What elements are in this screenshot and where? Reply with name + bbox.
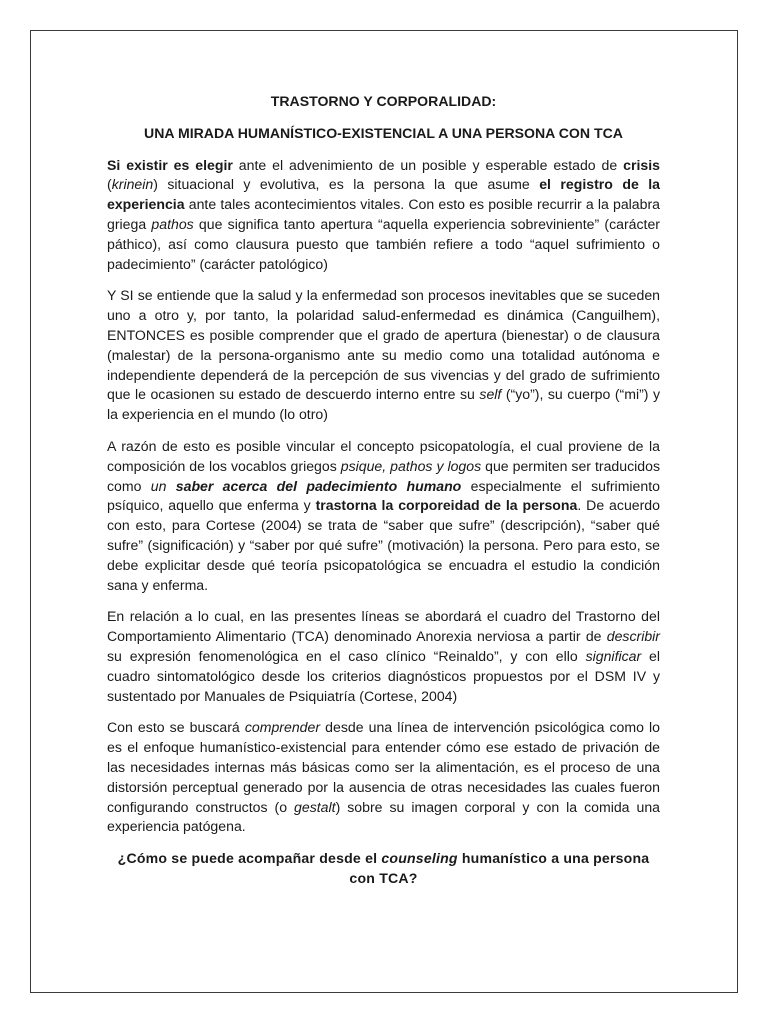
p4-text-2: su expresión fenomenológica en el caso clínico “Reinaldo”, y con ello <box>107 647 586 664</box>
question-text-2: humanístico a una persona con TCA? <box>349 850 650 886</box>
p3-text-1: A razón de esto es posible vincular el concepto psicopatología, el cual proviene de la composición de los vocablos griegos <box>107 437 660 474</box>
p1-italic-2: pathos <box>151 215 194 232</box>
p1-text-4: ante tales acontecimientos vitales. Con esto es posible recurrir a la palabra griega <box>107 196 660 232</box>
paragraph-5 <box>107 718 660 837</box>
p3-bold-1: trastorna la corporeidad de la persona <box>315 497 578 514</box>
p4-italic-2: significar <box>585 647 642 664</box>
p4-italic-1: describir <box>606 628 660 645</box>
p3-text-2: que permiten ser traducidos como <box>107 457 660 494</box>
question-italic-1: counseling <box>381 850 458 867</box>
paragraph-2 <box>107 286 660 425</box>
p1-bold-1: Si existir es elegir <box>107 156 233 173</box>
paragraph-4 <box>107 607 660 706</box>
p5-italic-1: comprender <box>244 719 321 736</box>
p1-italic-1: krinein <box>111 176 154 193</box>
paragraph-1 <box>107 156 660 275</box>
document-subtitle: UNA MIRADA HUMANÍSTICO-EXISTENCIAL A UNA PERSONA CON TCA <box>144 124 623 141</box>
paragraph-3 <box>107 437 660 595</box>
p2-text-1: Y SI se entiende que la salud y la enfermedad son procesos inevitables que se suceden uno a otro y, por tanto, la polaridad salud-enfermedad es dinámica (Canguilhem), ENTONCES es posible comprender que el grado de apertura (bienestar) o de clausura (malestar) de la persona-organismo ante su medio como una totalidad autónoma e independiente dependerá de la percepción de sus vivencias y del grado de sufrimiento que le ocasionen su estado de descuerdo interno entre su <box>107 287 660 403</box>
p1-text-3: ) situacional y evolutiva, es la persona la que asume <box>153 176 540 193</box>
p5-text-3: ) sobre su imagen corporal y con la comida una experiencia patógena. <box>107 798 661 835</box>
closing-question <box>107 849 660 889</box>
p1-text-5: que significa tanto apertura “aquella experiencia sobreviniente” (carácter páthico), así como clausura puesto que también refiere a todo “aquel sufrimiento o padecimiento” (carácter patológico) <box>107 215 660 272</box>
p5-text-2: desde una línea de intervención psicológica como lo es el enfoque humanístico-existencial para entender cómo ese estado de privación de las necesidades internas más básicas como ser la alimentación, es el proceso de una distorsión perceptual generado por la ausencia de otras necesidades las cuales fueron configurando constructos (o <box>107 719 660 815</box>
p2-italic-1: self <box>479 386 502 403</box>
p3-italic-2: un <box>150 477 176 494</box>
p1-bold-2: crisis <box>623 156 660 173</box>
p1-bold-3: el registro de la experiencia <box>107 176 660 213</box>
p4-text-3: el cuadro sintomatológico desde los criterios diagnósticos propuestos por el DSM IV y sustentado por Manuales de Psiquiatría (Cortese, 2004) <box>107 647 660 704</box>
document-title: TRASTORNO Y CORPORALIDAD: <box>270 93 497 109</box>
p5-text-1: Con esto se buscará <box>107 719 245 736</box>
p1-text-1: ante el advenimiento de un posible y esperable estado de <box>232 156 624 173</box>
question-text-1: ¿Cómo se puede acompañar desde el <box>117 850 382 867</box>
document-body <box>107 92 660 889</box>
p3-text-4: . De acuerdo con esto, para Cortese (2004) se trata de “saber que sufre” (descripción), “saber qué sufre” (significación) y “saber por qué sufre” (motivación) la persona. Pero para esto, se debe explicitar desde qué teoría psicopatológica se encuadra el estudio la condición sana y enferma. <box>107 497 660 593</box>
p1-text-2: ( <box>107 176 112 193</box>
p2-text-2: (“yo”), su cuerpo (“mi”) y la experiencia en el mundo (lo otro) <box>107 386 660 423</box>
p5-italic-2: gestalt <box>294 798 336 815</box>
p3-italic-1: psique, pathos y logos <box>340 457 482 474</box>
p3-bold-italic-1: saber acerca del padecimiento humano <box>175 477 462 494</box>
p4-text-1: En relación a lo cual, en las presentes líneas se abordará el cuadro del Trastorno del Comportamiento Alimentario (TCA) denominado Anorexia nerviosa a partir de <box>107 608 660 645</box>
p3-text-3: especialmente el sufrimiento psíquico, aquello que enferma y <box>107 477 660 514</box>
